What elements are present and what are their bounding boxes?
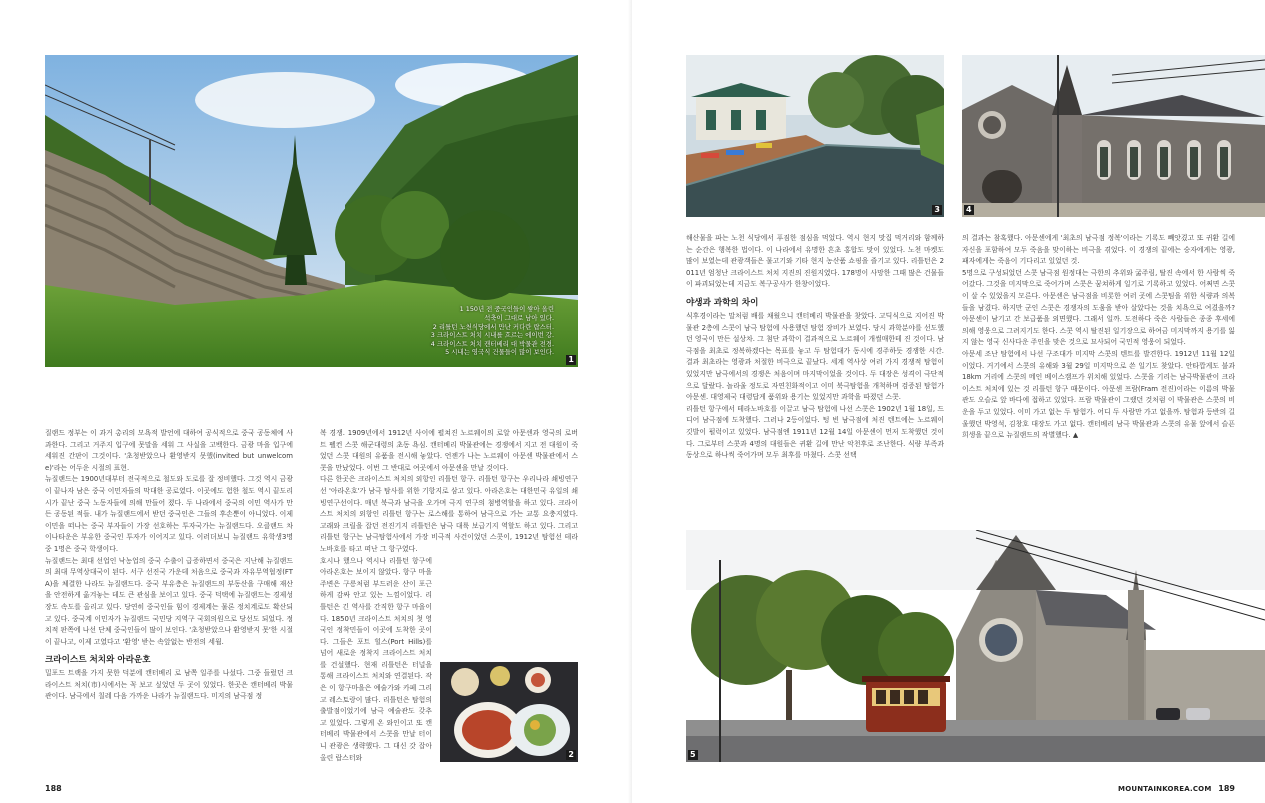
paragraph: 5명으로 구성되었던 스콧 남극점 원정대는 극한의 추위와 굶주림, 탈진 속에서 한 사람씩 죽어갔다. 그것을 미지막으로 죽어가며 스콧은 꿈쳐하게 일기로 기록하고 있었다. 어쩌면 스콧이 살 수 있었을지 모른다. 아문센은 남극점을 비롯한 여러 곳에 스콧팀을 위한 식량과 의복들을 남겼다. 하지만 군인 스콧은 경쟁자의 도움을 받아 살았다는 것을 치욕으로 여겼을까? 아문센이 남기고 간 보급품을 외면했다. 그래서 일까. 도전하다 죽은 사람들은 종종 후세에 의해 영웅으로 그려지기도 한다. 스콧 역시 탈진된 일기장으로 하여금 미지막까지 용기를 잃지 않는 영국 신사다운 주인을 맞은 것으로 묘사되어 국민적 영웅이 되었다.: [962, 268, 1235, 347]
paragraph: 뉴질랜드는 최대 선업인 낙농업의 중국 수출이 급증하면서 중국은 지난해 뉴질랜드의 최대 무역상대국이 된다. 서구 선진국 가운데 처음으로 중국과 자유무역협정(FTA)을 체결한 나라도 뉴질랜드다. 중국 부유층은 뉴질랜드의 부동산을 구매해 재산을 안전하게 옮겨놓는 데도 큰 관심을 보이고 있다. 중국 덕택에 뉴질랜드는 경제성장도 속도를 올리고 있다. 당연히 중국인들 힘이 경제계는 물론 정치계로도 확산되고 있다. 중국계 이민자가 뉴질랜드 국민당 지역구 국회의원으로 당선도 되었다. 정치적 판쪽에 나선 단체 중국인들이 많이 보인다. '초청받았으나 환영받지 못'한 시절이 끝나고, 이제 고였다고 '환영' 받는 속앞없는 반전의 세월.: [45, 556, 293, 646]
paragraph: 질랜드 정부는 이 과거 총리의 모욕적 발언에 대하여 공식적으로 중국 공동체에 사과한다. 그리고 거주지 입구에 못말을 세워 그 사실을 고백한다. 금광 마을 입구에 세워진 간판이 그것이다. '초청받았으나 환영받지 못했(invited but unwelcome)'라는 어두운 시절의 표현.: [45, 429, 293, 472]
photo-avon-river: [686, 55, 944, 217]
left-page: [0, 0, 632, 803]
caption-line: 석축이 그대로 남아 있다.: [484, 314, 554, 323]
page-number: 188: [45, 784, 62, 793]
photo-number: 5: [690, 750, 696, 759]
caption-line: 2 리틀턴 노천식당에서 만난 커다란 랍스터.: [432, 322, 554, 331]
street-scene-illustration: [686, 530, 1265, 762]
paragraph: 의 결과는 참혹했다. 아문센에게 '최초의 남극점 정복'이라는 기록도 빼앗겼고 또 귀환 길에 자신을 포함하여 모두 죽음을 맞이하는 비극을 겪었다. 이 경쟁의 끝에는 승자에게는 영광, 패자에게는 죽음이 기다리고 있었던 것.: [962, 234, 1235, 266]
caption-line: 3 크라이스트 처치 시내를 흐르는 에이번 강.: [430, 331, 554, 340]
caption-line: 4 크라이스트 처치 캔터베리 대 박물관 전경.: [430, 339, 554, 348]
article-column-left-1: [45, 428, 293, 703]
caption-line: 5 시내는 영국식 건물들이 많이 보인다.: [445, 348, 554, 357]
paragraph: 리틀턴 항구에서 테라노바호를 이끌고 남극 탐험에 나선 스콧은 1902년 1월 18일, 드디어 남극점에 도착했다. 그러나 2등이었다. 텅 빈 남극점에 처진 텐트에는 노르웨이 깃발이 펄럭이고 있었다. 남극점엔 1911년 12월 14일 아문센이 먼저 도착했던 것이다. 그로부터 스콧과 4명의 대원들은 귀환 길에 만난 악천후로 조난한다. 식량 부족과 동상으로 하나씩 죽어가며 모두 최후를 마쳤다. 스콧 선택: [686, 404, 944, 460]
paragraph: 복 경쟁. 1909년에서 1912년 사이에 펼쳐진 노르웨이의 로알 아문센과 영국의 로버트 펠컨 스콧 해군대령의 초동 욕심. 캔터베리 박물관에는 경쟁에서 지고 전 대원이 죽었던 스콧 대원의 유품을 전시해 놓았다. 언젠가 나는 노르웨이 아문센 박물관에서 스콧을 만났었다. 이번 그 반대로 여곳에서 아문센을 만날 것이다.: [320, 429, 578, 472]
page-number: 189: [1218, 784, 1235, 793]
article-column-right-1: [686, 233, 944, 462]
section-heading: 야생과 과학의 차이: [686, 297, 759, 308]
page-footer: [1118, 784, 1235, 793]
site-name: MOUNTAINKOREA.COM: [1118, 785, 1212, 793]
museum-illustration: [962, 55, 1265, 217]
photo-lobster-dish: [440, 662, 578, 762]
photo-canterbury-museum: [962, 55, 1265, 217]
paragraph: 식후경이라는 말처럼 배를 채웠으니 캔터베리 박물관을 찾았다. 고딕식으로 지어진 박물관 2층에 스콧이 남극 탐험에 사용했던 탐험 장비가 보였다. 당시 과학분야를 선도했던 영국이 만든 설상차. 그 첨단 과학이 결과적으로 노르웨이 개썰매한테 진 것이다. 남극점을 최초로 정복하겠다는 목표를 놓고 두 탐험대가 동시에 경주하듯 경쟁한 시간. 결과 최초라는 영광과 처절한 비극으로 끝났다. 세계 역사상 여러 가지 경쟁적 탐험이 있었지만 남극에서의 경쟁은 처음이며 마지막이었을 것이다. 두 대장은 성격이 극단적으로 달랐다. 놀라울 정도로 자연친화적이고 이미 북극탐험을 개척하며 검증된 탐험가 아문센. 대영제국 대령답게 품위와 용기는 있었지만 과학을 따졌던 스콧.: [686, 311, 944, 402]
mountain-end-mark-icon: ▲: [1072, 431, 1079, 440]
photo-christchurch-tram-street: [686, 530, 1265, 762]
photo-number: 2: [568, 750, 574, 759]
photo-stone-wall-landscape: [45, 55, 578, 367]
section-heading: 크라이스트 처치와 아라운호: [45, 655, 151, 666]
article-column-right-2: [962, 233, 1235, 442]
paragraph: 다른 한곳은 크라이스트 처치의 외항인 리틀턴 항구. 리틀턴 항구는 우리나라 쇄빙연구선 '아라온호'가 남극 탐사를 위한 기항지로 삼고 있다. 아라온호는 대한민국 유일의 쇄빙연구선이다. 매년 북극과 남극을 오가며 극지 연구의 첨병역할을 하고 있다. 크라이스트 처치의 외항인 리틀턴 항구는 로스해를 통하여 남극으로 가는 교통 요충지였다. 고래와 크릴을 잡던 전진기지 리틀턴은 남극 대륙 보급기지 역할도 하고 있다. 그리고 리틀턴 항구는 남극탐험사에서 가장 비극적 사건이었던 스콧이, 1912년 탐험선 테라노바호를 타고 떠난 그 항구였다.: [320, 475, 578, 553]
river-illustration: [686, 55, 944, 217]
right-page: [632, 0, 1265, 803]
paragraph: 뉴질랜드는 1900년대부터 전국적으로 철도와 도로를 잘 정비했다. 그것 역시 금광이 끝나자 남은 중국 이민자들의 막대한 공로였다. 이곳에도 험한 철도 역시 끝도리시가 끝난 중국 노동자들에 의해 만들어 졌다. 두 나라에서 중국의 이민 역사가 만든 공동된 적들. 내가 뉴질랜드에서 받던 중국인은 그들의 후손뿐이 아니었다. 이제 이민을 떠나는 중국 부자들이 가장 선호하는 투자국가는 뉴질랜드다. 오클랜드 차이나타운은 부유한 중국인 투자가 이어지고 있다. 이러더보니 뉴질랜드 유학생3명 중 1명은 중국 학생이다.: [45, 475, 293, 553]
paragraph-text: 아문세 조난 탐험에서 나선 구조대가 미지막 스콧의 텐트를 발견한다. 1912년 11월 12일이었다. 거기에서 스콧의 유해와 3월 29일 미지막으로 쓴 일기도 찾았다. 안타깝게도 불과 18km 거리에 스콧의 메인 베이스캠프가 위치해 있었다. 스콧을 기리는 남극박물관이 크라이스트 처치에 있는 것 리틀턴 항구 때문이다. 아문센 프람(Fram 전진)이라는 이름의 박물관도 오슬로 앞 바다에 접하고 있었다. 프람 박물관이 그랬던 것처럼 이 박물관은 스콧의 비운을 두고 있었다. 이미 가고 없는 두 탐험가. 어디 두 사람만 가고 없을까. 탐험과 등반의 길울했던 박영석, 김창호 대장도 가고 없다. 캔터베리 남극 박물관과 스콧의 유물 앞에서 슬픈 희생을 끝으로 뉴질랜드의 작별했다.: [962, 349, 1235, 440]
photo-caption: [394, 305, 554, 357]
food-illustration: [440, 662, 578, 762]
paragraph: 밀포드 트랙을 가지 못한 덕분에 캔터베리 로 남쪽 일주를 나섰다. 그중 들렀던 크라이스트 처치(市)시에서는 꼭 보고 싶었던 두 곳이 있었다. 한곳은 캔터베리 박물관이다. 남극에서 칠레 다음 가까운 나라가 뉴질랜드다. 미지의 남극점 정: [45, 669, 293, 701]
photo-number: 1: [568, 355, 574, 364]
caption-line: 1 150년 전 중국인들이 쌓아 올린: [459, 305, 554, 314]
paragraph: [962, 349, 1235, 442]
paragraph: 해산물을 파는 노천 식당에서 푸짐한 점심을 먹었다. 역시 현지 맛집 먹거리와 함께하는 순간은 행복한 법이다. 이 나라에서 유명한 흔초 홍합도 맛이 있었다. 노천 마켓도 많이 보였는데 관광객들은 물고기와 기타 현지 농산품 쇼핑을 즐기고 있다. 리틀턴은 2011년 엄청난 크라이스트 처치 지진의 진원지였다. 178명이 사망한 그때 많은 건물들이 파괴되었는데 지금도 복구공사가 한창이었다.: [686, 234, 944, 289]
photo-number: 3: [934, 205, 940, 214]
paragraph: 호시나 했으나 역시나 리틀턴 항구에 아라온호는 보이지 않았다. 항구 마을 주변은 구릉처럼 부드러운 산이 포근하게 감싸 안고 있는 느낌이었다. 리틀턴은 긴 역사를 간직한 항구 마을이다. 1850년 크라이스트 처치의 첫 영국인 정착민들이 이곳에 도착한 곳이다. 그들은 포트 힐스(Port Hills)를 넘어 새로운 정착지 크라이스트 처치를 건설했다. 현재 리틀턴은 터널을 통해 크라이스트 처치와 연결된다. 작은 이 항구마을은 예술가와 카페 그리고 레스토랑이 많다. 리틀턴은 탐험의 출발점이었기에 남극 예술관도 갖추고 있었다. 그렇게 온 와인이고 또 캔터베리 박물관에서 스콧을 만날 터이니 관광은 생략했다. 그 대신 갓 잡아 올린 랍스터와: [320, 556, 432, 762]
photo-number: 4: [966, 205, 972, 214]
